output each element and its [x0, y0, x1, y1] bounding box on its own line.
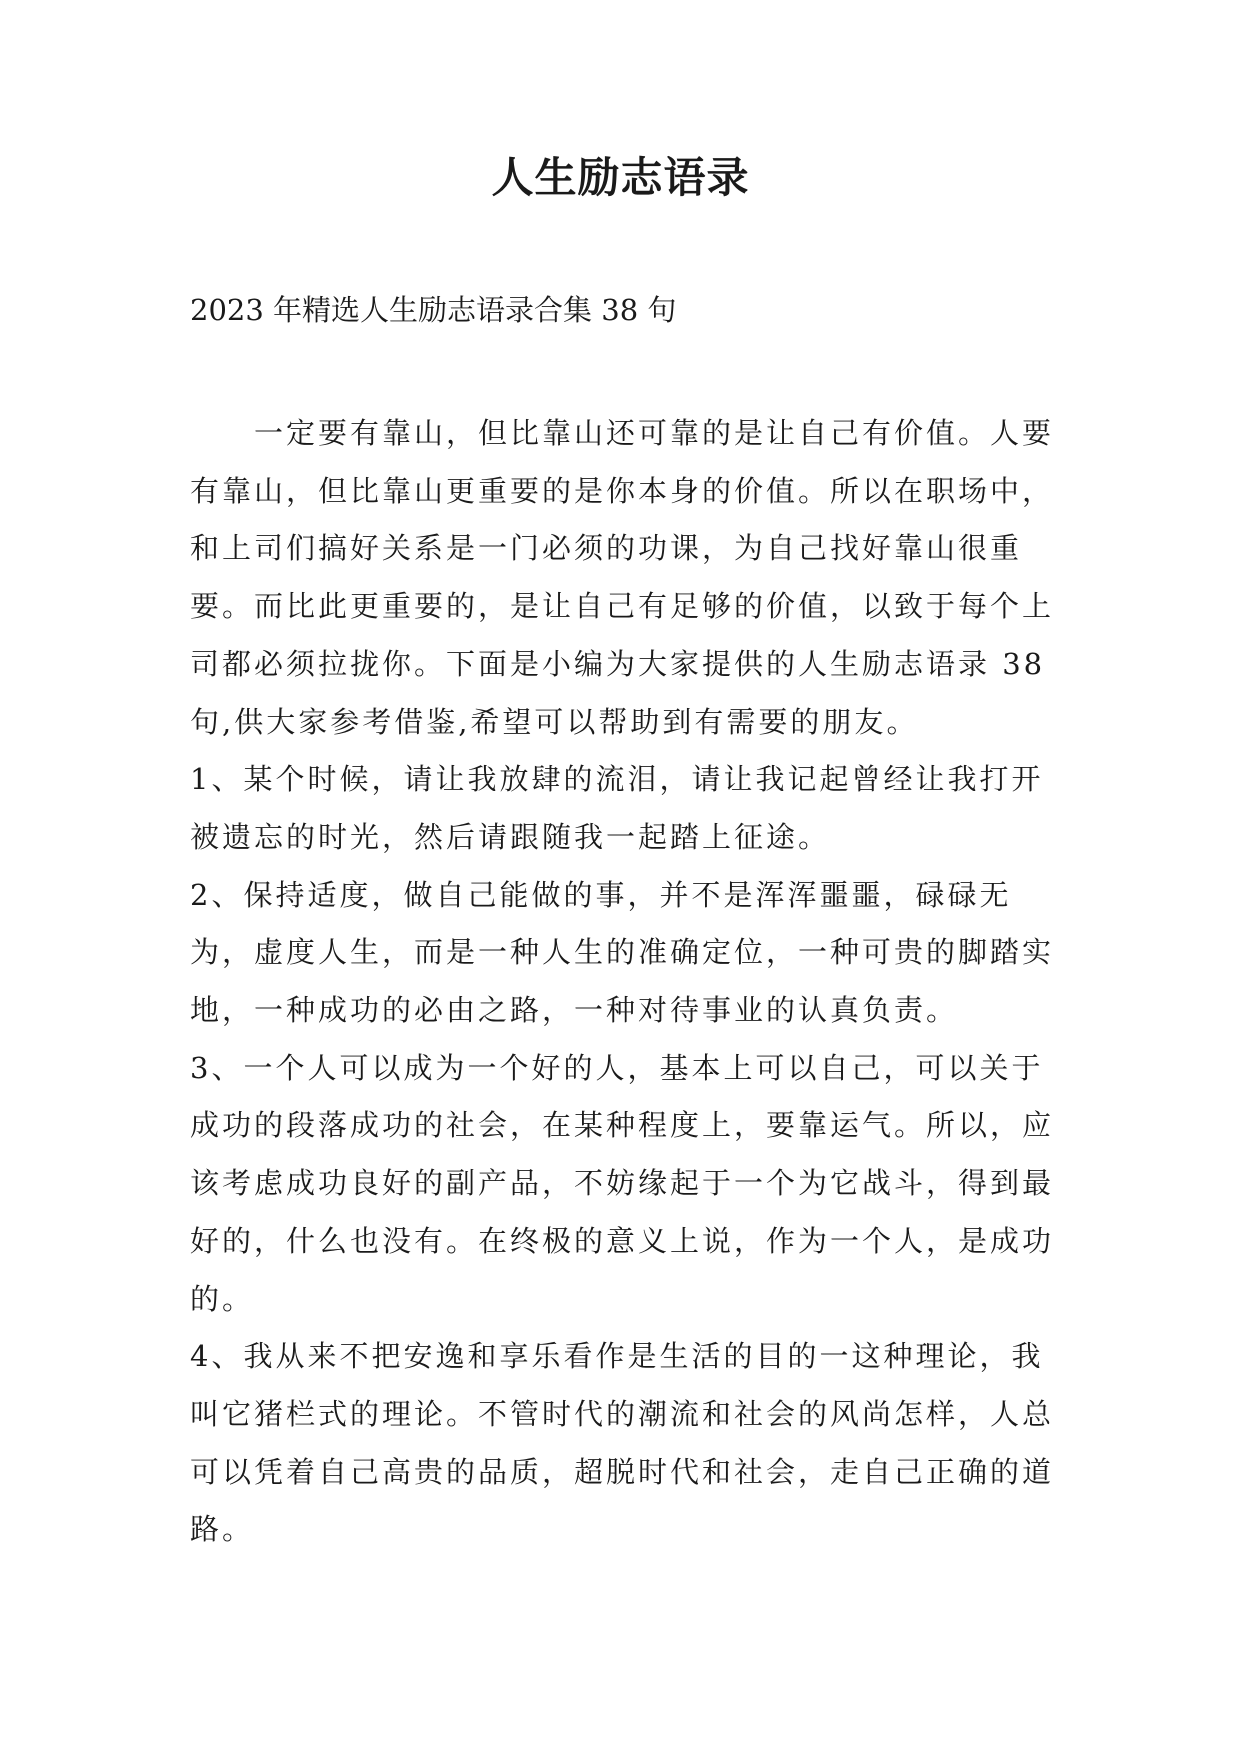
- document-subtitle: 2023 年精选人生励志语录合集 38 句: [190, 293, 677, 327]
- quote-item-4: 4、我从来不把安逸和享乐看作是生活的目的一这种理论，我叫它猪栏式的理论。不管时代的潮流和社会的风尚怎样，人总可以凭着自己高贵的品质，超脱时代和社会，走自己正确的道路。: [190, 1339, 1055, 1547]
- quote-item-2: 2、保持适度，做自己能做的事，并不是浑浑噩噩，碌碌无为，虚度人生，而是一种人生的准确定位，一种可贵的脚踏实地，一种成功的必由之路，一种对待事业的认真负责。: [190, 877, 1055, 1028]
- document-body: [190, 405, 1070, 1559]
- quote-item-1: 1、某个时候，请让我放肆的流泪，请让我记起曾经让我打开被遗忘的时光，然后请跟随我一起踏上征途。: [190, 762, 1044, 854]
- intro-paragraph: 一定要有靠山，但比靠山还可靠的是让自己有价值。人要有靠山，但比靠山更重要的是你本身的价值。所以在职场中，和上司们搞好关系是一门必须的功课，为自己找好靠山很重要。而比此更重要的，是让自己有足够的价值，以致于每个上司都必须拉拢你。下面是小编为大家提供的人生励志语录 38 句,供大家参考借鉴,希望可以帮助到有需要的朋友。: [190, 416, 1055, 739]
- document-title: 人生励志语录: [491, 153, 750, 202]
- quote-item-3: 3、一个人可以成为一个好的人，基本上可以自己，可以关于成功的段落成功的社会，在某种程度上，要靠运气。所以，应该考虑成功良好的副产品，不妨缘起于一个为它战斗，得到最好的，什么也没有。在终极的意义上说，作为一个人，是成功的。: [190, 1050, 1055, 1316]
